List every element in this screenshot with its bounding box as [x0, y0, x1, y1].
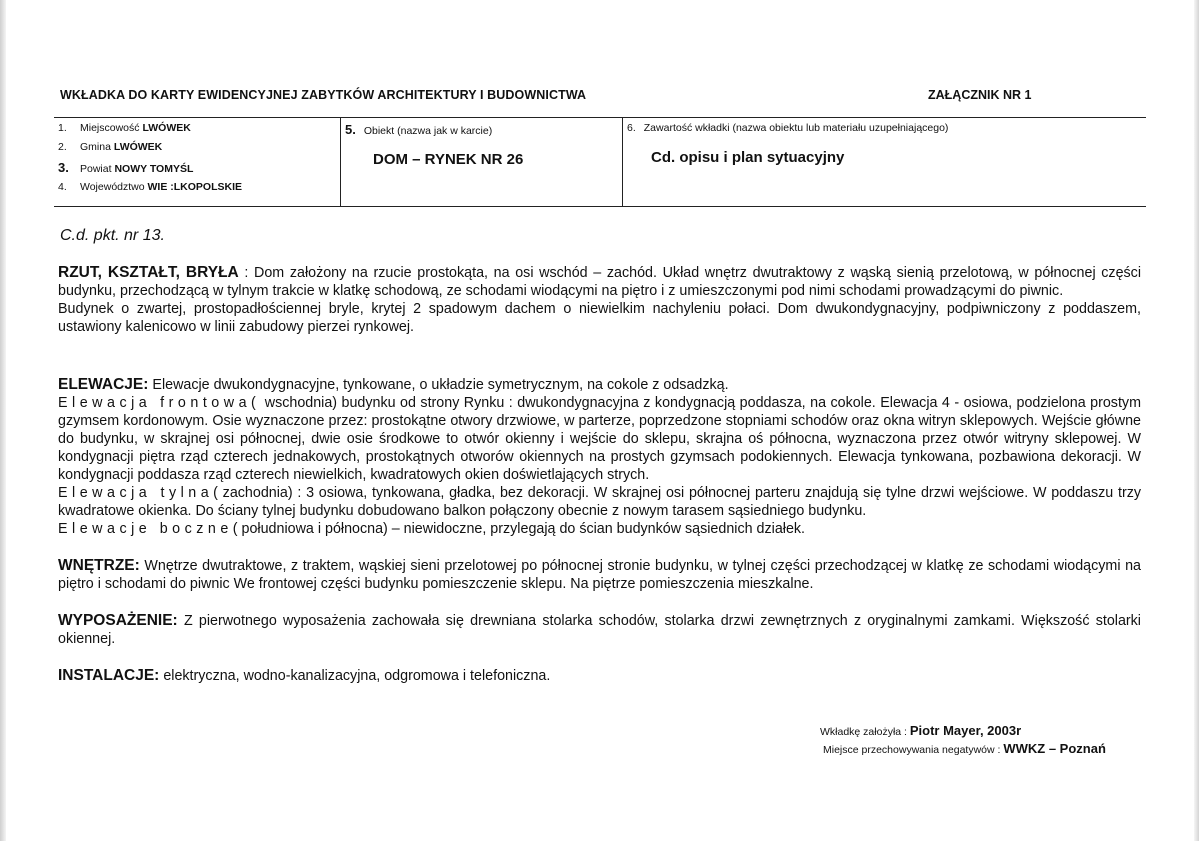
section-heading: WNĘTRZE:: [58, 557, 140, 574]
contents-column: [622, 118, 1146, 206]
row-number: 1.: [58, 122, 67, 134]
object-label: [345, 122, 492, 137]
subsection-label: Elewacja tylna: [58, 485, 214, 501]
heading-separator: :: [238, 265, 255, 281]
section-paragraph: Wnętrze dwutraktowe, z traktem, wąskiej sieni przelotowej po północnej stronie budynku, w tylnej części przechodzącej w klatkę ze schodami wiodącymi na piętro i schodami do piwnic We frontowej części budynku pomieszczenie sklepu. Na piętrze pomieszczenia mieszkalne.: [58, 558, 1141, 592]
section-paragraph: elektryczna, wodno-kanalizacyjna, odgromowa i telefoniczna.: [163, 668, 551, 684]
object-column: [340, 118, 622, 206]
row-number: 5.: [345, 122, 356, 137]
section-elewacje: [58, 376, 1141, 538]
author-line: [820, 723, 1021, 738]
row-number: 3.: [58, 160, 69, 175]
continuation-note: C.d. pkt. nr 13.: [60, 227, 165, 244]
section-heading: WYPOSAŻENIE:: [58, 612, 178, 629]
storage-line: [823, 741, 1106, 756]
row-label: Powiat: [80, 163, 112, 175]
info-table: [54, 117, 1146, 207]
location-row-county: [58, 160, 193, 175]
storage-value: WWKZ – Poznań: [1003, 741, 1106, 756]
section-instalacje: [58, 667, 1141, 685]
row-number: 6.: [627, 122, 636, 134]
location-column: [54, 118, 340, 206]
contents-label: [627, 122, 948, 134]
section-rzut: [58, 264, 1141, 336]
contents-label-text: Zawartość wkładki (nazwa obiektu lub materiału uzupełniającego): [643, 122, 949, 134]
row-label: Województwo: [80, 181, 145, 193]
section-paragraph: Budynek o zwartej, prostopadłościennej bryle, krytej 2 spadowym dachem o niewielkim nachyleniu połaci. Dom dwukondygnacyjny, podpiwniczony z poddaszem, ustawiony kalenicowo w linii zabudowy pierzei rynkowej.: [58, 301, 1141, 335]
commune-value: LWÓWEK: [113, 141, 163, 153]
location-row-town: [58, 122, 191, 134]
row-number: 4.: [58, 181, 67, 193]
subsection-label: Elewacja frontowa(: [58, 395, 261, 411]
author-label: Wkładkę założyła :: [820, 726, 910, 738]
row-number: 2.: [58, 141, 67, 153]
scan-edge-right: [1194, 0, 1199, 841]
document-title: WKŁADKA DO KARTY EWIDENCYJNEJ ZABYTKÓW ARCHITEKTURY I BUDOWNICTWA: [60, 88, 587, 102]
section-wyposazenie: [58, 612, 1141, 648]
section-paragraph: Z pierwotnego wyposażenia zachowała się drewniana stolarka schodów, stolarka drzwi zewnętrznych z oryginalnymi zamkami. Większość stolarki okiennej.: [58, 613, 1141, 647]
voivodeship-value: WIE :LKOPOLSKIE: [147, 181, 243, 193]
section-heading: INSTALACJE:: [58, 667, 160, 684]
object-label-text: Obiekt (nazwa jak w karcie): [363, 125, 493, 137]
section-heading: RZUT, KSZTAŁT, BRYŁA: [58, 264, 239, 281]
object-value: DOM – RYNEK NR 26: [373, 151, 524, 168]
section-paragraph: Elewacje dwukondygnacyjne, tynkowane, o układzie symetrycznym, na cokole z odsadzką.: [152, 377, 729, 393]
location-row-voivodeship: [58, 181, 242, 193]
location-row-commune: [58, 141, 162, 153]
town-value: LWÓWEK: [142, 122, 191, 134]
section-paragraph: wschodnia) budynku od strony Rynku : dwukondygnacyjna z kondygnacją poddasza, na cokole. Elewacja 4 - osiowa, podzielona prostym gzymsem kordonowym. Osie wyznaczone przez: prostokątne otwory drzwiowe, w parterze, poprzedzone stopniami schodów oraz okna witryn sklepowych. Wejście główne do budynku, w skrajnej osi północnej, dwie osie środkowe to otwór okienny i wejście do sklepu, skrajna oś północna, wyznaczona przez otwór witryny sklepowej. W kondygnacji piętra rząd czterech jednakowych, prostokątnych otworów okiennych na prostych gzymsach podokiennych. Elewacja tynkowana, pozbawiona dekoracji. W kondygnacji poddasza rząd czterech niewielkich, kwadratowych okien doświetlających strych.: [58, 395, 1141, 483]
county-value: NOWY TOMYŚL: [114, 163, 194, 175]
section-paragraph: Dom założony na rzucie prostokąta, na osi wschód – zachód. Układ wnętrz dwutraktowy z wąską sienią przelotową, w północnej części budynku, przechodzącą w tylnym trakcie w klatkę schodową, ze schodami wiodącymi na piętro i z umieszczonymi pod nimi schodami prowadzącymi do piwnic.: [58, 265, 1141, 299]
row-label: Gmina: [80, 141, 111, 153]
subsection-label: Elewacje boczne: [58, 521, 233, 537]
section-paragraph: ( południowa i północna) – niewidoczne, przylegają do ścian budynków sąsiednich działek.: [232, 521, 806, 537]
section-heading: ELEWACJE:: [58, 376, 149, 393]
contents-value: Cd. opisu i plan sytuacyjny: [651, 149, 845, 166]
attachment-label: ZAŁĄCZNIK NR 1: [928, 88, 1032, 102]
section-paragraph: ( zachodnia) : 3 osiowa, tynkowana, gładka, bez dekoracji. W skrajnej osi północnej parteru znajdują się tylne drzwi wejściowe. W poddaszu trzy kwadratowe okienka. Do ściany tylnej budynku dobudowano balkon połączony obecnie z nowym tarasem sąsiedniego budynku.: [58, 485, 1142, 519]
scan-edge-left: [0, 0, 6, 841]
row-label: Miejscowość: [80, 122, 140, 134]
storage-label: Miejsce przechowywania negatywów :: [823, 744, 1004, 756]
author-value: Piotr Mayer, 2003r: [909, 723, 1022, 738]
section-wnetrze: [58, 557, 1141, 593]
